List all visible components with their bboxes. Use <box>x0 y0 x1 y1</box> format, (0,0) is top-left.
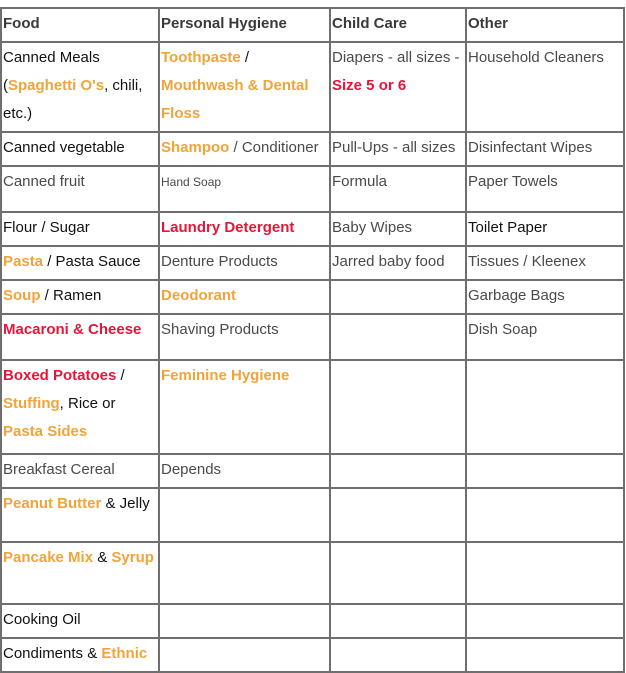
table-cell-hygiene <box>159 454 330 488</box>
table-cell-food <box>1 166 159 212</box>
table-cell-hygiene <box>159 166 330 212</box>
cell-text-segment: Pasta <box>3 253 44 270</box>
table-cell-hygiene <box>159 212 330 246</box>
table-row <box>1 604 624 638</box>
table-cell-other <box>466 488 624 542</box>
cell-text-segment: / Pasta Sauce <box>43 253 141 270</box>
cell-text-segment: Pull-Ups - all sizes <box>332 139 456 156</box>
table-cell-hygiene <box>159 246 330 280</box>
cell-text-segment: Condiments & <box>3 645 102 662</box>
cell-text-segment: Tissues / Kleenex <box>468 253 586 270</box>
table-cell-child <box>330 542 466 604</box>
cell-text-segment: / Conditioner <box>229 139 319 156</box>
table-cell-food <box>1 488 159 542</box>
cell-text-segment: Pasta Sides <box>3 423 88 440</box>
table-cell-child <box>330 280 466 314</box>
cell-text-segment: Peanut Butter <box>3 495 102 512</box>
table-cell-hygiene <box>159 542 330 604</box>
cell-text-segment: Paper Towels <box>468 173 558 190</box>
cell-text-segment: Baby Wipes <box>332 219 413 236</box>
cell-text-segment: Toilet Paper <box>468 219 548 236</box>
cell-text-segment: Diapers - all sizes - <box>332 49 460 66</box>
cell-text-segment: Soup <box>3 287 41 304</box>
table-cell-child <box>330 246 466 280</box>
table-cell-child <box>330 166 466 212</box>
cell-text-segment: Household Cleaners <box>468 49 604 66</box>
table-cell-food <box>1 604 159 638</box>
table-cell-hygiene <box>159 42 330 132</box>
cell-text-segment: Macaroni & Cheese <box>3 321 142 338</box>
cell-text-segment: Feminine Hygiene <box>161 367 290 384</box>
donation-needs-table <box>0 7 625 673</box>
table-cell-hygiene <box>159 604 330 638</box>
cell-text-segment: Denture Products <box>161 253 278 270</box>
cell-text-segment: Laundry Detergent <box>161 219 295 236</box>
cell-text-segment: Formula <box>332 173 388 190</box>
table-row <box>1 132 624 166</box>
cell-text-segment: Pancake Mix <box>3 549 94 566</box>
cell-text-segment: Canned fruit <box>3 173 85 190</box>
cell-text-segment: Spaghetti O's <box>8 77 105 94</box>
table-cell-other <box>466 132 624 166</box>
table-cell-child <box>330 42 466 132</box>
table-row <box>1 42 624 132</box>
cell-text-segment: / Ramen <box>40 287 102 304</box>
table-cell-other <box>466 314 624 360</box>
cell-text-segment: Shampoo <box>161 139 230 156</box>
table-cell-food <box>1 360 159 454</box>
cell-text-segment: & <box>93 549 112 566</box>
cell-text-segment: Mouthwash & Dental Floss <box>161 77 309 122</box>
table-cell-hygiene <box>159 132 330 166</box>
cell-text-segment: Hand Soap <box>161 175 222 189</box>
table-cell-child <box>330 454 466 488</box>
table-cell-other <box>466 42 624 132</box>
table-cell-food <box>1 132 159 166</box>
table-cell-hygiene <box>159 360 330 454</box>
table-cell-other <box>466 212 624 246</box>
cell-text-segment: Jarred baby food <box>332 253 445 270</box>
cell-text-segment: Canned vegetable <box>3 139 125 156</box>
cell-text-segment: Cooking Oil <box>3 611 81 628</box>
cell-text-segment: Size 5 or 6 <box>332 77 407 94</box>
cell-text-segment: / <box>240 49 250 66</box>
header-food: Food <box>1 8 159 42</box>
header-other: Other <box>466 8 624 42</box>
table-cell-hygiene <box>159 488 330 542</box>
table-cell-food <box>1 314 159 360</box>
cell-text-segment: & Jelly <box>101 495 150 512</box>
table-cell-food <box>1 454 159 488</box>
table-row <box>1 280 624 314</box>
table-cell-hygiene <box>159 314 330 360</box>
cell-text-segment: , chili, etc.) <box>3 77 143 122</box>
table-row <box>1 542 624 604</box>
cell-text-segment: Boxed Potatoes <box>3 367 117 384</box>
cell-text-segment: Syrup <box>111 549 154 566</box>
table-row <box>1 360 624 454</box>
cell-text-segment: Garbage Bags <box>468 287 565 304</box>
table-cell-child <box>330 314 466 360</box>
cell-text-segment: Toothpaste <box>161 49 241 66</box>
cell-text-segment: Ethnic <box>101 645 148 662</box>
cell-text-segment: Shaving Products <box>161 321 279 338</box>
table-cell-food <box>1 280 159 314</box>
cell-text-segment: Breakfast Cereal <box>3 461 115 478</box>
table-cell-child <box>330 488 466 542</box>
table-cell-food <box>1 246 159 280</box>
cell-text-segment: , Rice or <box>59 395 116 412</box>
table-row <box>1 454 624 488</box>
table-cell-other <box>466 542 624 604</box>
header-personal-hygiene: Personal Hygiene <box>159 8 330 42</box>
cell-text-segment: Canned Meals <box>3 49 100 66</box>
table-cell-food <box>1 212 159 246</box>
table-cell-child <box>330 212 466 246</box>
table-cell-other <box>466 246 624 280</box>
table-body <box>1 42 624 672</box>
table-cell-child <box>330 604 466 638</box>
table-cell-other <box>466 360 624 454</box>
cell-text-segment: Stuffing <box>3 395 60 412</box>
table-row <box>1 212 624 246</box>
table-cell-other <box>466 454 624 488</box>
table-row <box>1 166 624 212</box>
cell-text-segment: Deodorant <box>161 287 236 304</box>
table-cell-food <box>1 542 159 604</box>
table-cell-hygiene <box>159 280 330 314</box>
table-row <box>1 246 624 280</box>
header-row <box>1 8 624 42</box>
table-row <box>1 488 624 542</box>
table-row <box>1 314 624 360</box>
cell-text-segment: ( <box>3 77 8 94</box>
cell-text-segment: Disinfectant Wipes <box>468 139 593 156</box>
cell-text-segment: Depends <box>161 461 222 478</box>
table-cell-other <box>466 604 624 638</box>
cell-text-segment: Flour / Sugar <box>3 219 90 236</box>
cell-text-segment: / <box>116 367 125 384</box>
table-cell-child <box>330 132 466 166</box>
table-cell-other <box>466 166 624 212</box>
table-cell-food <box>1 42 159 132</box>
table-cell-child <box>330 360 466 454</box>
table-cell-other <box>466 280 624 314</box>
header-child-care: Child Care <box>330 8 466 42</box>
cell-text-segment: Dish Soap <box>468 321 538 338</box>
